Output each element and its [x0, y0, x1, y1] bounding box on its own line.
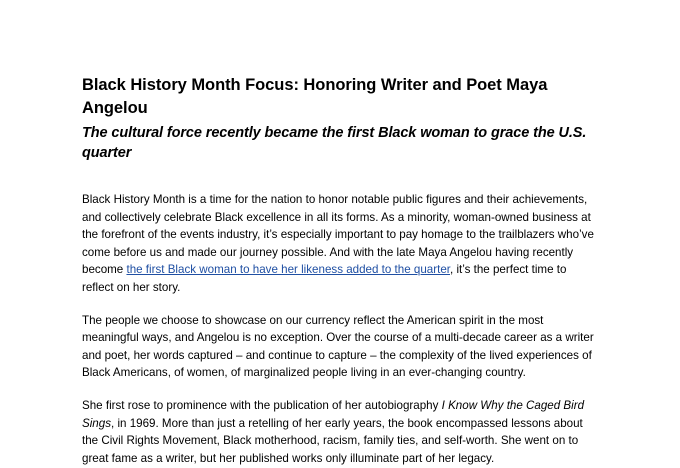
quarter-article-link[interactable]: the first Black woman to have her likeness added to the quarter	[126, 263, 450, 277]
page-subtitle: The cultural force recently became the first Black woman to grace the U.S. quarter	[82, 124, 587, 162]
paragraph-1-text-after-link: , it’s the perfect time to reflect on her story.	[82, 263, 567, 295]
book-title-caged-bird: I Know Why the Caged Bird Sings	[82, 399, 585, 430]
paragraph-2: The people we choose to showcase on our currency reflect the American spirit in the most meaningful ways, and Angelou is no exception. Over the course of a multi-decade career as a writer and poet, her words captured – and continue to capture – the complexity of the lived experiences of Black Americans, of women, of marginalized people living in an ever-changing country.	[82, 313, 594, 380]
page-title: Black History Month Focus: Honoring Writer and Poet Maya Angelou	[82, 76, 548, 118]
document-body	[82, 74, 598, 468]
paragraph-3-text-before-title: She first rose to prominence with the publication of her autobiography	[82, 399, 442, 413]
paragraph-1	[82, 191, 598, 297]
paragraph-3-text-after-title: , in 1969. More than just a retelling of her early years, the book encompassed lessons about the Civil Rights Movement, Black motherhood, racism, family ties, and self-worth. She went on to great fame as a writer, but her published works only illuminate part of her legacy.	[82, 416, 583, 465]
paragraph-1-text-before-link: Black History Month is a time for the nation to honor notable public figures and their achievements, and collectively celebrate Black excellence in all its forms. As a minority, woman-owned business at the forefront of the events industry, it’s especially important to pay homage to the trailblazers who’ve come before us and made our journey possible. And with the late Maya Angelou having recently become	[82, 193, 594, 277]
paragraph-3	[82, 397, 598, 467]
